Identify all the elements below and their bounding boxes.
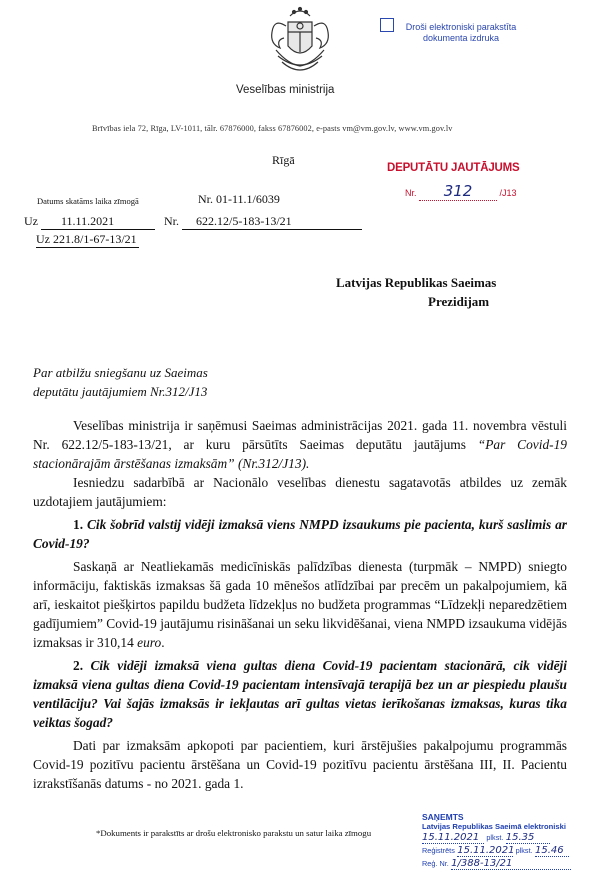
answer-1 (33, 557, 567, 652)
deputy-nr-label: Nr. (405, 188, 417, 198)
signed-notice-line1: Droši elektroniski parakstīta (405, 22, 517, 32)
uz-date: 11.11.2021 (41, 214, 155, 230)
regnr-label: Reģ. Nr. (422, 859, 449, 868)
reference-line (24, 214, 376, 230)
answer-2: Dati par izmaksām apkopoti par pacientiem, kuri ārstējušies pakalpojumu programmās Covid-19 pozitīvu pacientu ārstēšana un Covid-19 pozitīvu pacientu ārstēšana III, II. Pacientu izrakstīšanās datums - no 2021. gada 1. (33, 738, 567, 791)
q2-text: Cik vidēji izmaksā viena gultas diena Covid-19 pacientam stacionārā, cik vidēji izmaksā viena gultas diena Covid-19 pacientam intensīvajā terapijā bez un ar piespiedu plaušu ventilāciju? Vai šajās izmaksās ir iekļautas arī gultas vietas ierīkošanas izmaksas, kuras tika veiktas šogad? (33, 658, 567, 730)
received-time: 15.35 (506, 833, 550, 844)
deputy-question-number (405, 182, 545, 201)
signed-notice-line2: dokumenta izdruka (422, 33, 500, 43)
paragraph-1 (33, 416, 567, 473)
coat-of-arms-logo (258, 4, 342, 80)
q1-number: 1. (73, 517, 84, 532)
uz-number: 622.12/5-183-13/21 (182, 214, 362, 230)
registered-date: 15.11.2021 (457, 845, 515, 856)
a1-currency: euro (137, 635, 162, 650)
received-date: 15.11.2021 (422, 833, 484, 844)
p1-text: Veselības ministrija ir saņēmusi Saeimas administrācijas 2021. gada 11. novembra vēstuli Nr. 622.12/5-183-13/21, ar kuru pārsūtīts Saeimas deputātu jautājums (33, 418, 567, 452)
signed-print-notice (388, 22, 534, 44)
p1-title: “Par Covid-19 stacionārajām ārstēšanas izmaksām” (Nr.312/J13). (33, 437, 567, 471)
subject-line1: Par atbilžu sniegšanu uz Saeimas (33, 365, 208, 380)
a1-end: . (161, 635, 165, 650)
plkst-label: plkst. (486, 833, 504, 842)
saeima-received-stamp (422, 812, 600, 871)
saeima-line2: Latvijas Republikas Saeimā elektroniski (422, 822, 566, 831)
nr-label: Nr. (164, 214, 179, 228)
recipient-line2: Prezidijam (428, 294, 490, 309)
question-1 (33, 515, 567, 553)
outgoing-number: Nr. 01-11.1/6039 (198, 192, 280, 206)
ministry-address: Brīvības iela 72, Rīga, LV-1011, tālr. 67876000, fakss 67876002, e-pasts vm@vm.gov.lv, www.vm.gov.lv (92, 124, 453, 133)
date-note: Datums skatāms laika zīmogā (37, 196, 139, 206)
deputy-nr-value: 312 (443, 182, 473, 200)
deputy-question-stamp-title: DEPUTĀTU JAUTĀJUMS (387, 162, 520, 174)
recipient (336, 273, 496, 311)
q1-text: Cik šobrīd valstij vidēji izmaksā viens NMPD izsaukums pie pacienta, kurš saslimis ar Covid-19? (33, 517, 567, 551)
registered-time: 15.46 (535, 846, 569, 857)
deputy-nr-suffix: /J13 (499, 188, 517, 198)
registrets-label: Reģistrēts (422, 846, 455, 855)
reference-line-2: Uz 221.8/1-67-13/21 (36, 232, 137, 246)
recipient-line1: Latvijas Republikas Saeimas (336, 275, 497, 290)
reg-plkst-label: plkst. (515, 846, 533, 855)
q2-number: 2. (73, 658, 84, 673)
paragraph-2: Iesniedzu sadarbībā ar Nacionālo veselības dienestu sagatavotās atbildes uz zemāk uzdotajiem jautājumiem: (33, 475, 567, 509)
uz-label: Uz (24, 214, 38, 228)
saeima-title: SAŅEMTS (422, 812, 464, 822)
subject (33, 363, 208, 401)
footnote: *Dokuments ir parakstīts ar drošu elektronisko parakstu un satur laika zīmogu (96, 828, 372, 838)
question-2 (33, 656, 567, 732)
city: Rīgā (272, 153, 295, 167)
ministry-name: Veselības ministrija (236, 84, 335, 96)
registration-number: 1/388-13/21 (451, 859, 571, 870)
a1-text: Saskaņā ar Neatliekamās medicīniskās palīdzības dienesta (turpmāk – NMPD) sniegto informāciju, faktiskās izmaksas šā gada 10 mēnešos atlīdzībai par precēm un pakalpojumiem, kā arī, ieskaitot piešķirtos papildu budžeta līdzekļus no budžeta programmas “Līdzekļi neparedzētiem gadījumiem” Covid-19 jautājumu risināšanai un seku likvidēšanai, viena NMPD izsaukuma vidējās izmaksas ir 310,14 (33, 559, 567, 650)
subject-line2: deputātu jautājumiem Nr.312/J13 (33, 384, 208, 399)
letter-body (33, 416, 567, 793)
stamp-square-icon (380, 18, 394, 32)
